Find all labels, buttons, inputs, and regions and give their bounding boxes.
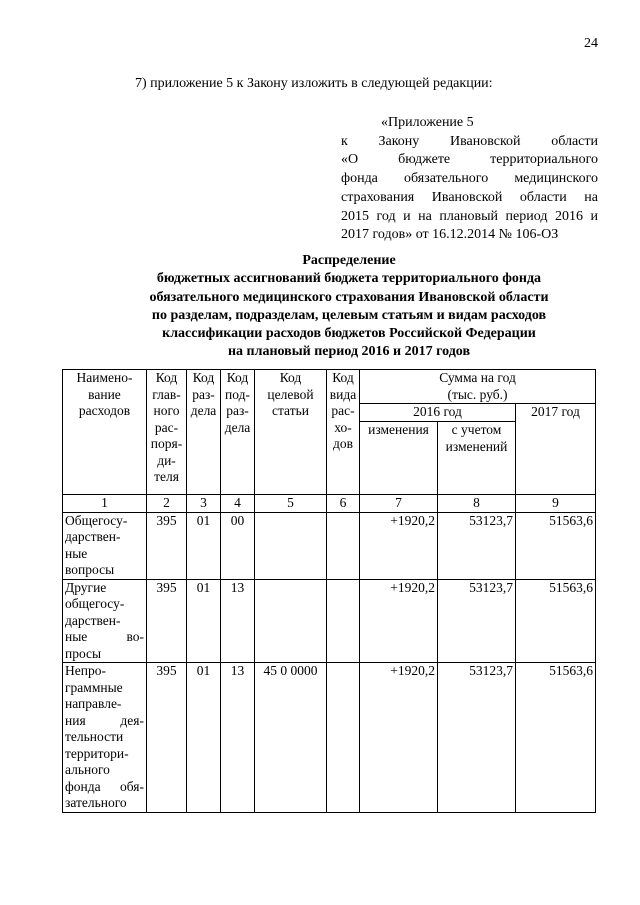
document-heading (80, 252, 618, 362)
row-gr-code: 395 (147, 512, 187, 579)
header-gr-code: Код глав- ного рас- поря- ди- теля (147, 370, 187, 495)
row-with-changes: 53123,7 (438, 663, 516, 813)
appendix-line: фонда обязательного медицинского (341, 171, 598, 187)
header-year-2017: 2017 год (516, 404, 596, 495)
row-expense-type-code (327, 663, 360, 813)
row-subsection-code: 13 (221, 579, 255, 663)
heading-line: на плановый период 2016 и 2017 годов (227, 344, 471, 360)
row-name: Непро- граммные направле- ния дея- тельности территори- ального фонда обя- зательного (63, 663, 147, 813)
row-target-code (255, 512, 327, 579)
row-subsection-code: 13 (221, 663, 255, 813)
column-number: 3 (187, 495, 221, 513)
heading-line: по разделам, подразделам, целевым статьям и видам расходов (151, 307, 547, 323)
header-target-code: Код целевой статьи (255, 370, 327, 495)
heading-line: классификации расходов бюджетов Российской Федерации (162, 326, 536, 342)
column-number: 4 (221, 495, 255, 513)
row-changes: +1920,2 (360, 579, 438, 663)
header-expense-type-code: Код вида рас- хо- дов (327, 370, 360, 495)
row-subsection-code: 00 (221, 512, 255, 579)
row-name: Общегосу- дарствен- ные вопросы (63, 512, 147, 579)
row-expense-type-code (327, 579, 360, 663)
row-changes: +1920,2 (360, 512, 438, 579)
column-number: 5 (255, 495, 327, 513)
appendix-line: «О бюджете территориального (341, 152, 598, 168)
column-number-row (63, 495, 596, 513)
appendix-line: 2017 годов» от 16.12.2014 № 106-ОЗ (341, 227, 559, 243)
row-name: Другие общегосу- дарствен- ные во- просы (63, 579, 147, 663)
row-expense-type-code (327, 512, 360, 579)
appendix-reference (341, 114, 598, 245)
row-2017: 51563,6 (516, 512, 596, 579)
header-sum-group: Сумма на год (тыс. руб.) (360, 370, 596, 404)
appendix-line: 2015 год и на плановый период 2016 и (341, 208, 598, 224)
row-section-code: 01 (187, 512, 221, 579)
header-with-changes: с учетом изменений (438, 422, 516, 495)
appendix-line: страхования Ивановской области на (341, 189, 598, 205)
row-target-code: 45 0 0000 (255, 663, 327, 813)
column-number: 7 (360, 495, 438, 513)
column-number: 8 (438, 495, 516, 513)
table-row (63, 579, 596, 663)
page-number: 24 (584, 36, 598, 51)
heading-line: бюджетных ассигнований бюджета территориального фонда (156, 271, 542, 287)
row-with-changes: 53123,7 (438, 579, 516, 663)
row-2017: 51563,6 (516, 579, 596, 663)
appendix-line: «Приложение 5 (381, 115, 474, 130)
appendix-line: к Закону Ивановской области (341, 133, 598, 149)
column-number: 9 (516, 495, 596, 513)
row-gr-code: 395 (147, 663, 187, 813)
column-number: 1 (63, 495, 147, 513)
row-section-code: 01 (187, 579, 221, 663)
row-section-code: 01 (187, 663, 221, 813)
column-number: 2 (147, 495, 187, 513)
header-section-code: Код раз- дела (187, 370, 221, 495)
row-gr-code: 395 (147, 579, 187, 663)
heading-line: обязательного медицинского страхования Ивановской области (149, 289, 549, 305)
row-target-code (255, 579, 327, 663)
header-name: Наимено- вание расходов (63, 370, 147, 495)
row-with-changes: 53123,7 (438, 512, 516, 579)
table-row (63, 512, 596, 579)
budget-table (62, 369, 596, 813)
intro-text: 7) приложение 5 к Закону изложить в следующей редакции: (135, 76, 493, 91)
row-changes: +1920,2 (360, 663, 438, 813)
header-subsection-code: Код под- раз- дела (221, 370, 255, 495)
table-row (63, 663, 596, 813)
heading-line: Распределение (302, 253, 396, 268)
header-changes: изменения (360, 422, 438, 495)
column-number: 6 (327, 495, 360, 513)
row-2017: 51563,6 (516, 663, 596, 813)
header-year-2016: 2016 год (360, 404, 516, 422)
